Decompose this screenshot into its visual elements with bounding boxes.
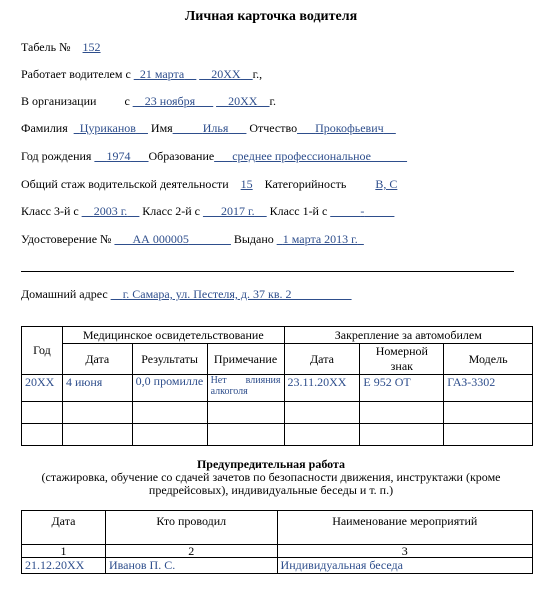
works-suffix: г., xyxy=(252,67,263,81)
address-label: Домашний адрес xyxy=(21,287,108,301)
education-value: ___среднее профессиональное______ xyxy=(214,149,407,163)
birth-value: __1974___ xyxy=(94,149,149,163)
cell-plate xyxy=(360,402,444,424)
cell-med-date xyxy=(62,402,132,424)
cell-med-date xyxy=(62,424,132,446)
experience-label: Общий стаж водительской деятельности xyxy=(21,177,229,191)
col-who: Кто проводил xyxy=(105,511,277,545)
col-year: Год xyxy=(22,327,63,375)
preventive-subtitle: (стажировка, обучение со сдачей зачетов по безопасности движения, инструктажи (кроме предрейсовых), индивидуальные беседы и т. п.) xyxy=(41,470,501,497)
cell-model xyxy=(444,424,533,446)
cell-car-date: 23.11.20ХХ xyxy=(284,375,360,402)
num-3: 3 xyxy=(277,545,532,558)
surname-value: _Цуриканов__ xyxy=(73,121,148,135)
first-name-label: Имя xyxy=(150,121,173,135)
org-line xyxy=(21,94,276,109)
experience-value: 15 xyxy=(240,177,253,191)
name-line xyxy=(21,121,396,136)
works-label: Работает водителем с xyxy=(21,67,131,81)
license-label: Удостоверение № xyxy=(21,232,112,246)
cell-results: 0,0 промилле xyxy=(132,375,207,402)
license-value: ___АА 000005_______ xyxy=(114,232,231,246)
cell-plate xyxy=(360,424,444,446)
license-line xyxy=(21,232,364,247)
preventive-table xyxy=(21,510,533,574)
org-label: В организации xyxy=(21,94,97,108)
table-row xyxy=(22,375,533,402)
tabel-label: Табель № xyxy=(21,40,71,54)
car-group-header: Закрепление за автомобилем xyxy=(284,327,532,344)
cell-car-date xyxy=(284,402,360,424)
cell-year xyxy=(22,424,63,446)
org-year: __20ХХ__ xyxy=(216,94,270,108)
num-1: 1 xyxy=(22,545,106,558)
birth-label: Год рождения xyxy=(21,149,92,163)
class3-label: Класс 3-й с xyxy=(21,204,79,218)
cell-model xyxy=(444,402,533,424)
class1-value: _____-_____ xyxy=(330,204,395,218)
number-row xyxy=(22,545,533,558)
cell-note xyxy=(207,402,284,424)
experience-line xyxy=(21,177,397,192)
works-year: __20ХХ__ xyxy=(199,67,253,81)
class1-label: Класс 1-й с xyxy=(269,204,328,218)
cell-who: Иванов П. С. xyxy=(105,558,277,574)
works-day: _21 марта__ xyxy=(133,67,197,81)
col-model: Модель xyxy=(444,344,533,375)
surname-label: Фамилия xyxy=(21,121,68,135)
org-day: __23 ноября___ xyxy=(132,94,214,108)
issued-value: _1 марта 2013 г._ xyxy=(276,232,364,246)
address-line xyxy=(21,287,352,302)
cell-year: 20ХХ xyxy=(22,375,63,402)
org-suffix: г. xyxy=(269,94,277,108)
document-title: Личная карточка водителя xyxy=(184,9,358,24)
class2-label: Класс 2-й с xyxy=(142,204,201,218)
col-med-date: Дата xyxy=(62,344,132,375)
col-event: Наименование мероприятий xyxy=(277,511,532,545)
cell-event: Индивидуальная беседа xyxy=(277,558,532,574)
patronymic-label: Отчество xyxy=(249,121,298,135)
col-car-date: Дата xyxy=(284,344,360,375)
cell-med-date: 4 июня xyxy=(62,375,132,402)
cell-plate: Е 952 ОТ xyxy=(360,375,444,402)
cell-note: Нет влияния алкоголя xyxy=(207,375,284,402)
num-2: 2 xyxy=(105,545,277,558)
cell-year xyxy=(22,402,63,424)
cell-note xyxy=(207,424,284,446)
col-results: Результаты xyxy=(132,344,207,375)
medical-group-header: Медицинское освидетельствование xyxy=(62,327,284,344)
col-prev-date: Дата xyxy=(22,511,106,545)
table-row xyxy=(22,424,533,446)
works-line xyxy=(21,67,262,82)
col-note: Примечание xyxy=(207,344,284,375)
tabel-line xyxy=(21,40,101,55)
col-plate: Номерной знак xyxy=(360,344,444,375)
category-label: Категорийность xyxy=(264,177,347,191)
education-label: Образование xyxy=(148,149,215,163)
class2-value: ___2017 г.__ xyxy=(203,204,267,218)
preventive-title: Предупредительная работа xyxy=(196,457,346,471)
issued-label: Выдано xyxy=(233,232,274,246)
birth-line xyxy=(21,149,407,164)
cell-model: ГАЗ-3302 xyxy=(444,375,533,402)
category-value: В, С xyxy=(375,177,398,191)
medical-table xyxy=(21,326,533,446)
cell-results xyxy=(132,402,207,424)
tabel-value: 152 xyxy=(82,40,101,54)
cell-prev-date: 21.12.20ХХ xyxy=(22,558,106,574)
divider-line xyxy=(21,271,514,272)
cell-car-date xyxy=(284,424,360,446)
table-row xyxy=(22,402,533,424)
patronymic-value: ___Прокофьевич__ xyxy=(297,121,396,135)
org-c: с xyxy=(124,94,130,108)
classes-line xyxy=(21,204,394,219)
cell-results xyxy=(132,424,207,446)
class3-value: __2003 г.__ xyxy=(81,204,140,218)
first-name-value: _____Илья___ xyxy=(172,121,247,135)
address-value: __г. Самара, ул. Пестеля, д. 37 кв. 2__________ xyxy=(110,287,352,301)
table-row xyxy=(22,558,533,574)
